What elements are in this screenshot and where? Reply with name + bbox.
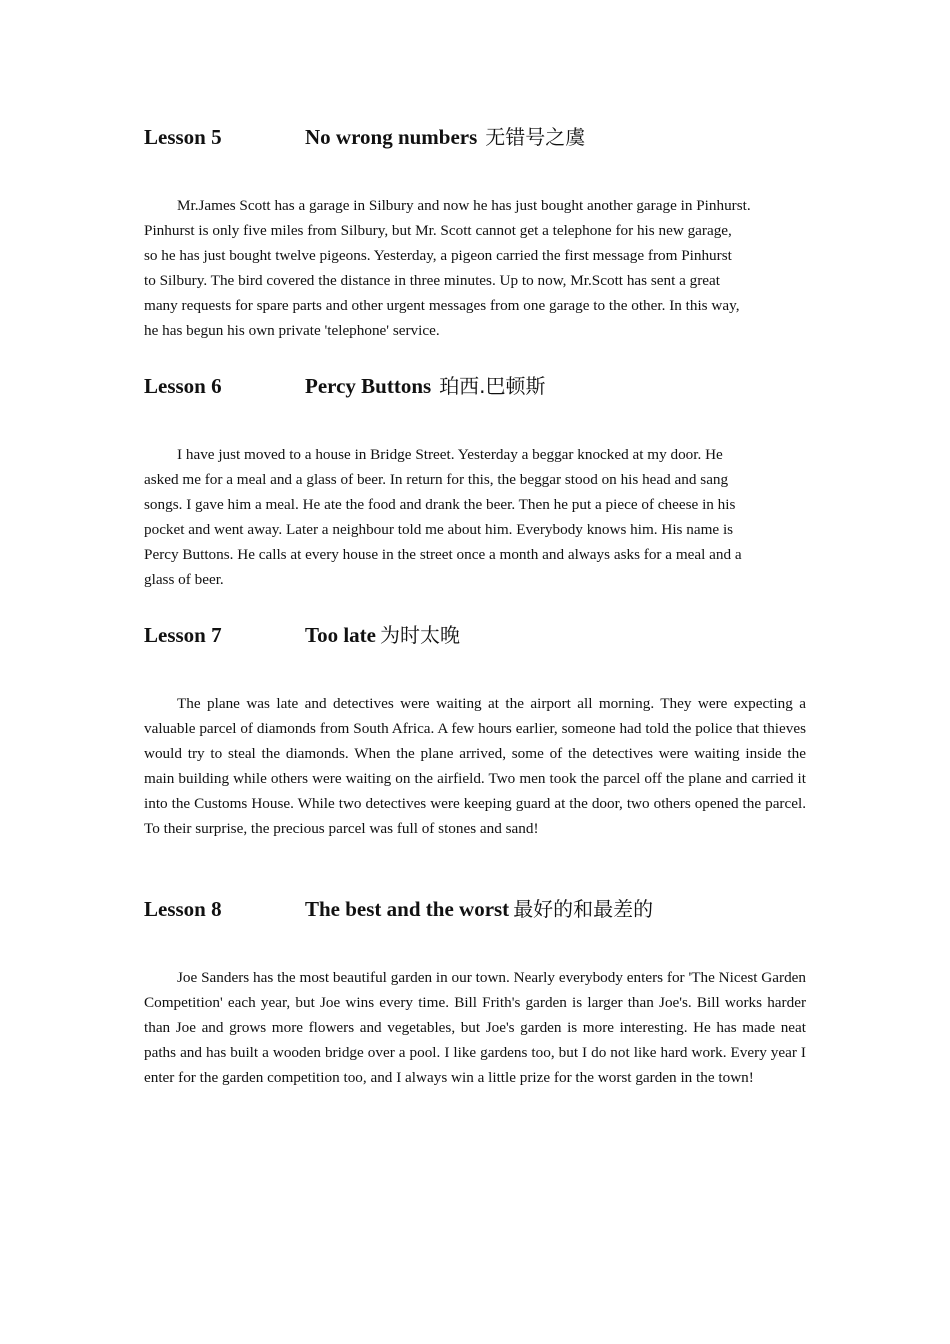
lesson-title: Percy Buttons [305,374,432,398]
paragraph-line: so he has just bought twelve pigeons. Yesterday, a pigeon carried the first message from Pinhurst [144,247,732,264]
lesson-title-chinese: 无错号之虞 [485,125,586,149]
paragraph-line: Percy Buttons. He calls at every house in the street once a month and always asks for a meal and a [144,546,742,563]
lesson-paragraph: The plane was late and detectives were waiting at the airport all morning. They were expecting a valuable parcel of diamonds from South Africa. A few hours earlier, someone had told the police that thieves would try to steal the diamonds. When the plane arrived, some of the detectives were waiting inside the main building while others were waiting on the airfield. Two men took the parcel off the plane and carried it into the Customs House. While two detectives were keeping guard at the door, two others opened the parcel. To their surprise, the precious parcel was full of stones and sand! [144,695,806,837]
lesson-title: No wrong numbers [305,125,478,149]
lesson-number: Lesson 6 [144,374,222,398]
lesson-title-chinese: 为时太晚 [379,623,460,647]
lesson-paragraph [144,442,828,592]
lesson-paragraph: Joe Sanders has the most beautiful garden in our town. Nearly everybody enters for 'The Nicest Garden Competition' each year, but Joe wins every time. Bill Frith's garden is larger than Joe's. Bill works harder than Joe and grows more flowers and vegetables, but Joe's garden is more interesting. He has made neat paths and has built a wooden bridge over a pool. I like gardens too, but I do not like hard work. Every year I enter for the garden competition too, and I always win a little prize for the worst garden in the town! [144,969,806,1086]
lesson-heading [144,371,828,401]
lesson-number: Lesson 7 [144,623,222,647]
lesson-heading [144,894,828,924]
paragraph-line: he has begun his own private 'telephone' service. [144,322,440,339]
lesson-7-section [144,620,828,841]
paragraph-line: I have just moved to a house in Bridge Street. Yesterday a beggar knocked at my door. He [177,446,723,463]
paragraph-line: Mr.James Scott has a garage in Silbury and now he has just bought another garage in Pinhurst. [177,197,751,214]
lesson-6-section [144,371,828,592]
lesson-8-section [144,894,828,1090]
lesson-heading [144,122,828,152]
paragraph-line: pocket and went away. Later a neighbour told me about him. Everybody knows him. His name is [144,521,734,538]
paragraph-line: glass of beer. [144,571,224,588]
lesson-5-section [144,122,828,343]
lesson-number: Lesson 8 [144,897,222,921]
paragraph-line: asked me for a meal and a glass of beer. In return for this, the beggar stood on his head and sang [144,471,729,488]
lesson-title-chinese: 最好的和最差的 [513,897,654,921]
paragraph-line: songs. I gave him a meal. He ate the food and drank the beer. Then he put a piece of cheese in his [144,496,736,513]
lesson-title: The best and the worst [305,897,510,921]
lesson-paragraph [144,193,828,343]
lesson-heading [144,620,828,650]
lesson-title: Too late [305,623,376,647]
paragraph-line: Pinhurst is only five miles from Silbury, but Mr. Scott cannot get a telephone for his new garage, [144,222,732,239]
paragraph-line: many requests for spare parts and other urgent messages from one garage to the other. In this way, [144,297,740,314]
lesson-number: Lesson 5 [144,125,222,149]
paragraph-line: to Silbury. The bird covered the distance in three minutes. Up to now, Mr.Scott has sent a great [144,272,721,289]
lesson-title-chinese: 珀西.巴顿斯 [439,374,546,398]
